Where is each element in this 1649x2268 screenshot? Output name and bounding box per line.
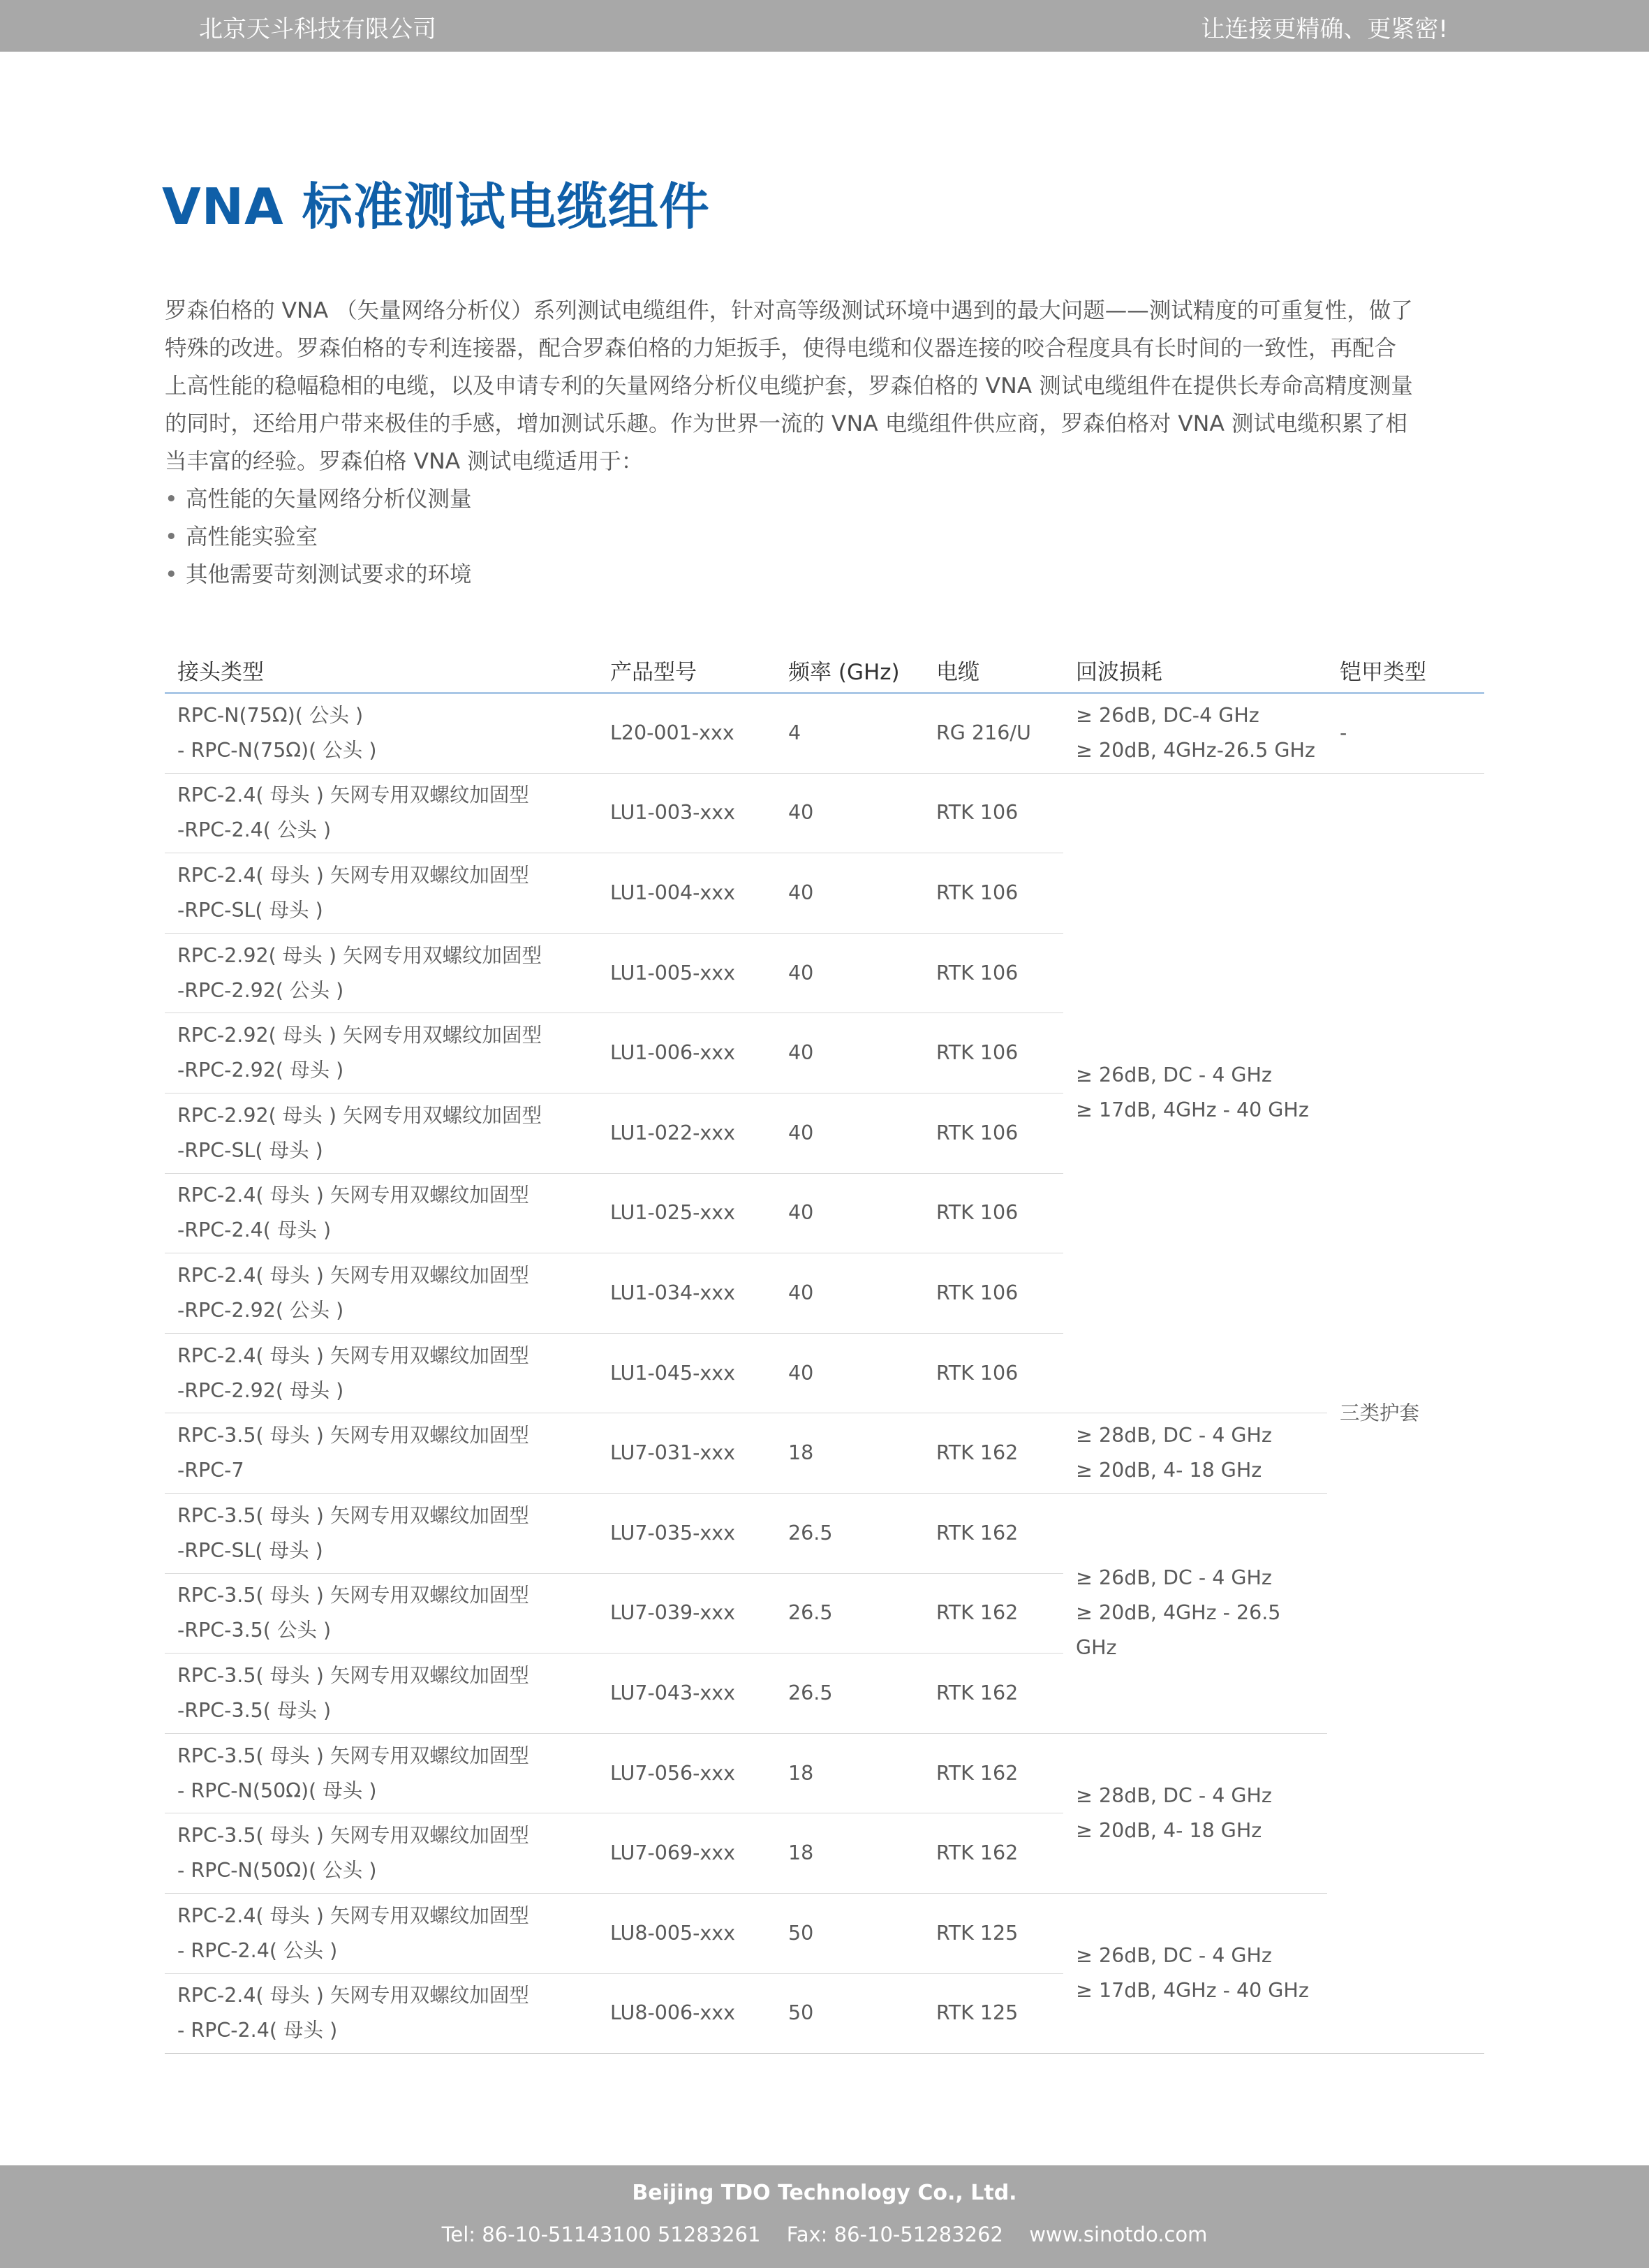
cable-cell: RTK 106 — [924, 1173, 1063, 1253]
model-cell: L20-001-xxx — [598, 693, 776, 774]
table-row — [165, 1493, 1484, 1573]
model-cell: LU7-031-xxx — [598, 1413, 776, 1494]
slogan: 让连接更精确、更紧密! — [1201, 15, 1448, 43]
footer-website[interactable]: www.sinotdo.com — [1029, 2223, 1208, 2246]
frequency-cell: 18 — [776, 1733, 924, 1813]
cable-cell: RTK 106 — [924, 853, 1063, 934]
bullet-icon: • — [165, 524, 178, 550]
frequency-cell: 18 — [776, 1413, 924, 1494]
frequency-cell: 40 — [776, 853, 924, 934]
model-cell: LU1-004-xxx — [598, 853, 776, 934]
model-cell: LU8-005-xxx — [598, 1893, 776, 1973]
connector-cell: RPC-2.92( 母头 ) 矢网专用双螺纹加固型 -RPC-SL( 母头 ) — [165, 1093, 598, 1173]
model-cell: LU1-022-xxx — [598, 1093, 776, 1173]
model-cell: LU7-043-xxx — [598, 1654, 776, 1734]
cable-cell: RTK 162 — [924, 1654, 1063, 1734]
return-loss-cell: ≥ 26dB, DC - 4 GHz ≥ 17dB, 4GHz - 40 GHz — [1063, 773, 1327, 1413]
list-item: • 其他需要苛刻测试要求的环境 — [165, 556, 472, 594]
connector-cell: RPC-3.5( 母头 ) 矢网专用双螺纹加固型 -RPC-3.5( 母头 ) — [165, 1654, 598, 1734]
model-cell: LU1-006-xxx — [598, 1013, 776, 1094]
frequency-cell: 40 — [776, 1253, 924, 1334]
model-cell: LU1-045-xxx — [598, 1333, 776, 1413]
product-table — [165, 647, 1484, 2054]
footer-tel: Tel: 86-10-51143100 51283261 — [441, 2223, 761, 2246]
frequency-cell: 40 — [776, 1013, 924, 1094]
col-header-armor: 铠甲类型 — [1327, 647, 1484, 693]
frequency-cell: 26.5 — [776, 1573, 924, 1654]
model-cell: LU7-069-xxx — [598, 1813, 776, 1894]
armor-cell: 三类护套 — [1327, 773, 1484, 2054]
model-cell: LU1-025-xxx — [598, 1173, 776, 1253]
connector-cell: RPC-3.5( 母头 ) 矢网专用双螺纹加固型 -RPC-7 — [165, 1413, 598, 1494]
cable-cell: RG 216/U — [924, 693, 1063, 774]
connector-cell: RPC-2.4( 母头 ) 矢网专用双螺纹加固型 -RPC-SL( 母头 ) — [165, 853, 598, 934]
intro-line: 上高性能的稳幅稳相的电缆，以及申请专利的矢量网络分析仪电缆护套，罗森伯格的 VNA 测试电缆组件在提供长寿命高精度测量 — [165, 374, 1413, 399]
model-cell: LU7-039-xxx — [598, 1573, 776, 1654]
company-name: 北京天斗科技有限公司 — [199, 15, 436, 43]
table-row — [165, 1893, 1484, 1973]
connector-cell: RPC-2.4( 母头 ) 矢网专用双螺纹加固型 - RPC-2.4( 母头 ) — [165, 1973, 598, 2054]
cable-cell: RTK 162 — [924, 1813, 1063, 1894]
page-title: VNA 标准测试电缆组件 — [162, 177, 710, 236]
col-header-connector: 接头类型 — [165, 647, 598, 693]
footer-company: Beijing TDO Technology Co., Ltd. — [632, 2181, 1017, 2205]
frequency-cell: 26.5 — [776, 1493, 924, 1573]
application-list — [165, 480, 472, 594]
list-item: • 高性能实验室 — [165, 518, 472, 556]
frequency-cell: 18 — [776, 1813, 924, 1894]
model-cell: LU1-003-xxx — [598, 773, 776, 853]
frequency-cell: 26.5 — [776, 1654, 924, 1734]
return-loss-cell: ≥ 28dB, DC - 4 GHz ≥ 20dB, 4- 18 GHz — [1063, 1733, 1327, 1893]
table-row — [165, 1733, 1484, 1813]
return-loss-cell: ≥ 26dB, DC - 4 GHz ≥ 20dB, 4GHz - 26.5 GHz — [1063, 1493, 1327, 1733]
connector-cell: RPC-2.4( 母头 ) 矢网专用双螺纹加固型 -RPC-2.92( 公头 ) — [165, 1253, 598, 1334]
cable-cell: RTK 125 — [924, 1893, 1063, 1973]
cable-cell: RTK 106 — [924, 1093, 1063, 1173]
footer-contact — [0, 2223, 1649, 2246]
model-cell: LU8-006-xxx — [598, 1973, 776, 2054]
armor-cell: - — [1327, 693, 1484, 774]
connector-cell: RPC-2.4( 母头 ) 矢网专用双螺纹加固型 -RPC-2.4( 母头 ) — [165, 1173, 598, 1253]
bullet-icon: • — [165, 487, 178, 512]
frequency-cell: 40 — [776, 773, 924, 853]
cable-cell: RTK 106 — [924, 773, 1063, 853]
model-cell: LU1-005-xxx — [598, 933, 776, 1013]
cable-cell: RTK 125 — [924, 1973, 1063, 2054]
frequency-cell: 40 — [776, 1093, 924, 1173]
intro-line: 罗森伯格的 VNA （矢量网络分析仪）系列测试电缆组件，针对高等级测试环境中遇到的最大问题——测试精度的可重复性，做了 — [165, 298, 1413, 323]
model-cell: LU7-035-xxx — [598, 1493, 776, 1573]
return-loss-cell: ≥ 28dB, DC - 4 GHz ≥ 20dB, 4- 18 GHz — [1063, 1413, 1327, 1494]
connector-cell: RPC-3.5( 母头 ) 矢网专用双螺纹加固型 - RPC-N(50Ω)( 公头 ) — [165, 1813, 598, 1894]
frequency-cell: 40 — [776, 933, 924, 1013]
return-loss-cell: ≥ 26dB, DC - 4 GHz ≥ 17dB, 4GHz - 40 GHz — [1063, 1893, 1327, 2053]
cable-cell: RTK 162 — [924, 1413, 1063, 1494]
connector-cell: RPC-2.4( 母头 ) 矢网专用双螺纹加固型 - RPC-2.4( 公头 ) — [165, 1893, 598, 1973]
model-cell: LU7-056-xxx — [598, 1733, 776, 1813]
connector-cell: RPC-3.5( 母头 ) 矢网专用双螺纹加固型 -RPC-SL( 母头 ) — [165, 1493, 598, 1573]
frequency-cell: 50 — [776, 1893, 924, 1973]
return-loss-cell: ≥ 26dB, DC-4 GHz ≥ 20dB, 4GHz-26.5 GHz — [1063, 693, 1327, 774]
frequency-cell: 4 — [776, 693, 924, 774]
connector-cell: RPC-3.5( 母头 ) 矢网专用双螺纹加固型 -RPC-3.5( 公头 ) — [165, 1573, 598, 1654]
frequency-cell: 40 — [776, 1173, 924, 1253]
connector-cell: RPC-N(75Ω)( 公头 ) - RPC-N(75Ω)( 公头 ) — [165, 693, 598, 774]
frequency-cell: 40 — [776, 1333, 924, 1413]
intro-line: 当丰富的经验。罗森伯格 VNA 测试电缆适用于： — [165, 449, 644, 474]
col-header-return-loss: 回波损耗 — [1063, 647, 1327, 693]
list-item: • 高性能的矢量网络分析仪测量 — [165, 480, 472, 518]
connector-cell: RPC-2.92( 母头 ) 矢网专用双螺纹加固型 -RPC-2.92( 母头 ) — [165, 1013, 598, 1094]
intro-line: 特殊的改进。罗森伯格的专利连接器，配合罗森伯格的力矩扳手，使得电缆和仪器连接的咬合程度具有长时间的一致性，再配合 — [165, 336, 1397, 361]
cable-cell: RTK 162 — [924, 1573, 1063, 1654]
cable-cell: RTK 106 — [924, 933, 1063, 1013]
col-header-frequency: 频率 (GHz) — [776, 647, 924, 693]
cable-cell: RTK 162 — [924, 1733, 1063, 1813]
header-bar — [0, 0, 1649, 52]
cable-cell: RTK 106 — [924, 1333, 1063, 1413]
frequency-cell: 50 — [776, 1973, 924, 2054]
intro-line: 的同时，还给用户带来极佳的手感，增加测试乐趣。作为世界一流的 VNA 电缆组件供应商，罗森伯格对 VNA 测试电缆积累了相 — [165, 411, 1407, 436]
footer-fax: Fax: 86-10-51283262 — [786, 2223, 1003, 2246]
intro-paragraph — [165, 292, 1484, 480]
table-row — [165, 773, 1484, 853]
connector-cell: RPC-3.5( 母头 ) 矢网专用双螺纹加固型 - RPC-N(50Ω)( 母头 ) — [165, 1733, 598, 1813]
footer-bar — [0, 2165, 1649, 2268]
cable-cell: RTK 106 — [924, 1253, 1063, 1334]
connector-cell: RPC-2.92( 母头 ) 矢网专用双螺纹加固型 -RPC-2.92( 公头 ) — [165, 933, 598, 1013]
table-header-row — [165, 647, 1484, 693]
cable-cell: RTK 106 — [924, 1013, 1063, 1094]
table-row — [165, 1413, 1484, 1494]
bullet-icon: • — [165, 562, 178, 587]
model-cell: LU1-034-xxx — [598, 1253, 776, 1334]
connector-cell: RPC-2.4( 母头 ) 矢网专用双螺纹加固型 -RPC-2.4( 公头 ) — [165, 773, 598, 853]
col-header-cable: 电缆 — [924, 647, 1063, 693]
col-header-model: 产品型号 — [598, 647, 776, 693]
connector-cell: RPC-2.4( 母头 ) 矢网专用双螺纹加固型 -RPC-2.92( 母头 ) — [165, 1333, 598, 1413]
cable-cell: RTK 162 — [924, 1493, 1063, 1573]
table-row — [165, 693, 1484, 774]
